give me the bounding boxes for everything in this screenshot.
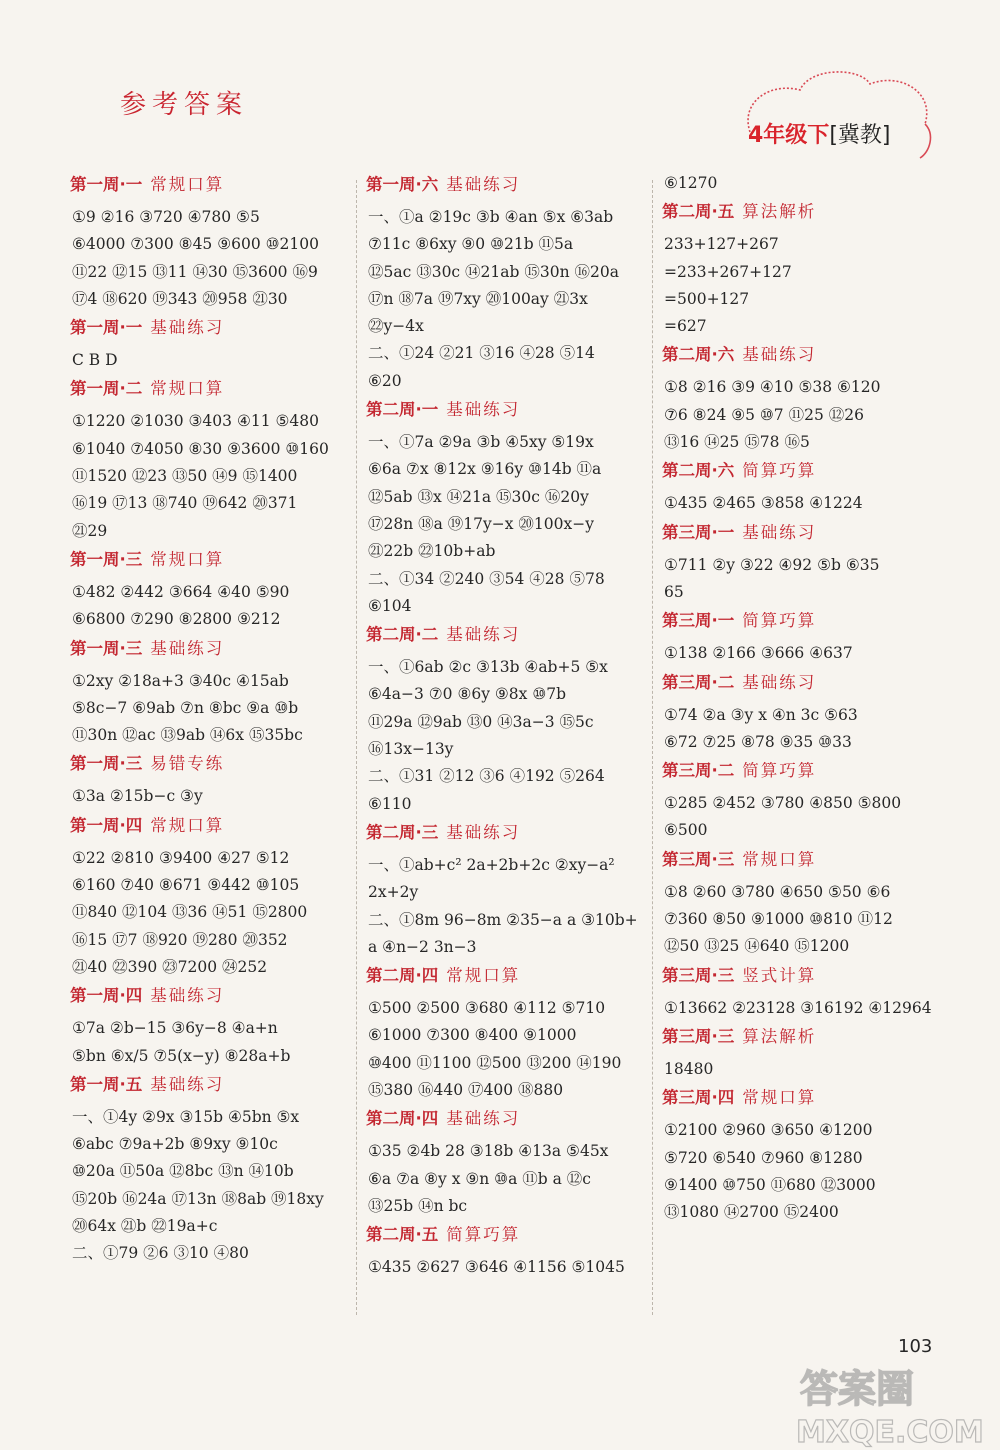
answer-line: ①8 ②16 ③9 ④10 ⑤38 ⑥120 [664,378,881,397]
answer-line: ⑥104 [368,596,412,615]
section-title-topic: 基础练习 [742,672,817,692]
page-title: 参考答案 [120,90,249,120]
section-title-week-day: 第三周·四 [662,1088,735,1108]
answer-line: ⑯13x−13y [368,740,454,759]
section-title [366,961,656,991]
answer-line: ①22 ②810 ③9400 ④27 ⑤12 [72,848,290,867]
answer-section [70,981,360,1070]
answer-line: ⑤bn ⑥x/5 ⑦5(x−y) ⑧28a+b [72,1046,291,1065]
answer-section [662,1022,952,1083]
answer-section [366,1104,656,1220]
answer-line: =627 [664,317,707,336]
section-title [662,1022,952,1052]
answer-line: ⑪840 ⑫104 ⑬36 ⑭51 ⑮2800 [72,903,308,922]
section-title-week-day: 第二周·二 [366,625,439,645]
answer-column-2 [366,170,656,1282]
answer-line: ⑮20b ⑯24a ⑰13n ⑱8ab ⑲18xy [72,1189,324,1208]
section-title [70,170,360,200]
section-title [70,811,360,841]
answer-line: ⑥4000 ⑦300 ⑧45 ⑨600 ⑩2100 [72,235,319,254]
answer-line: ⑥1270 [664,174,718,192]
section-title-week-day: 第一周·一 [70,175,143,194]
answer-section [662,845,952,961]
grade-label: 4年级下 [748,123,830,148]
watermark-text-bottom: MXQE.COM [796,1415,984,1450]
answer-line: 二、①8m 96−8m ②35−a a ③10b+ [368,910,638,929]
answer-line: ⑥110 [368,794,412,813]
answer-line: ⑬16 ⑭25 ⑮78 ⑯5 [664,433,810,452]
answer-line: ⑥20 [368,371,402,390]
answer-line: ①35 ②4b 28 ③18b ④13a ⑤45x [368,1142,609,1161]
answer-line: ①711 ②y ③22 ④92 ⑤b ⑥35 [664,555,880,574]
answer-line: ㉑22b ㉒10b+ab [368,542,496,561]
section-title-week-day: 第二周·五 [662,202,735,222]
section-title-topic: 基础练习 [150,986,225,1006]
answer-section [662,518,952,607]
answer-section [70,374,360,544]
answer-line: ⑰n ⑱7a ⑲7xy ⑳100ay ㉑3x [368,289,588,308]
answer-line: ①9 ②16 ③720 ④780 ⑤5 [72,208,260,226]
answer-line: ⑨1400 ⑩750 ⑪680 ⑫3000 [664,1175,876,1194]
section-title-week-day: 第二周·五 [366,1225,439,1245]
section-title-week-day: 第一周·四 [70,986,143,1006]
section-title [662,197,952,227]
answer-line: 一、①7a ②9a ③b ④5xy ⑤19x [368,433,594,452]
section-title-week-day: 第二周·四 [366,966,439,986]
answer-line: ①13662 ②23128 ③16192 ④12964 [664,998,932,1017]
answer-line: 二、①31 ②12 ③6 ④192 ⑤264 [368,767,605,786]
section-title-topic: 简算巧算 [742,611,817,631]
section-title-topic: 常规口算 [150,379,225,399]
section-title-week-day: 第一周·三 [70,754,143,774]
answer-line: 二、①34 ②240 ③54 ④28 ⑤78 [368,569,605,588]
answer-line: ⑥abc ⑦9a+2b ⑧9xy ⑨10c [72,1135,278,1154]
section-title-week-day: 第三周·三 [662,1026,735,1046]
answer-section [662,606,952,667]
answer-line: ⑰28n ⑱a ⑲17y−x ⑳100x−y [368,514,595,533]
answer-line: ①500 ②500 ③680 ④112 ⑤710 [368,999,606,1018]
answer-line: ①3a ②15b−c ③y [72,787,203,806]
answer-section [70,170,360,313]
section-title-week-day: 第二周·六 [662,345,735,365]
answer-line: ⑫5ab ⑬x ⑭21a ⑮30c ⑯20y [368,487,589,506]
watermark-logo [790,1358,1000,1450]
section-title-week-day: 第三周·三 [662,965,735,985]
answer-line: 一、①6ab ②c ③13b ④ab+5 ⑤x [368,658,608,677]
section-title [70,545,360,575]
answer-line: 18480 [664,1059,714,1078]
section-title [662,606,952,636]
answer-line: ①1220 ②1030 ③403 ④11 ⑤480 [72,412,319,431]
answer-section [366,818,656,961]
answer-line: ⑥500 [664,821,708,840]
answer-line: 2x+2y [368,883,419,902]
answer-line: 二、①24 ②21 ③16 ④28 ⑤14 [368,344,595,363]
section-title [662,1083,952,1113]
answer-line: ①435 ②465 ③858 ④1224 [664,494,863,513]
section-title [366,620,656,650]
answer-line: ⑦6 ⑧24 ⑨5 ⑩7 ⑪25 ⑫26 [664,405,864,424]
section-title [662,961,952,991]
answer-line: ⑯15 ⑰7 ⑱920 ⑲280 ⑳352 [72,930,288,949]
answer-section [662,340,952,456]
answer-line: ⑫50 ⑬25 ⑭640 ⑮1200 [664,937,850,956]
section-title-topic: 简算巧算 [742,461,817,481]
section-title-week-day: 第二周·四 [366,1109,439,1129]
answer-line: ①2xy ②18a+3 ③40c ④15ab [72,671,289,690]
answer-section [662,197,952,340]
section-title-week-day: 第三周·二 [662,761,735,781]
answer-line: ⑪1520 ⑫23 ⑬50 ⑭9 ⑮1400 [72,467,298,486]
answer-section [662,961,952,1022]
section-title-week-day: 第三周·三 [662,849,735,869]
section-title-week-day: 第三周·一 [662,522,735,542]
answer-section [70,811,360,981]
answer-line: ⑫5ac ⑬30c ⑭21ab ⑮30n ⑯20a [368,262,619,281]
section-title-topic: 常规口算 [742,1088,817,1108]
answer-section [366,620,656,818]
section-title [70,981,360,1011]
section-title-topic: 常规口算 [446,966,521,986]
section-title-week-day: 第二周·三 [366,822,439,842]
section-title [366,170,656,200]
section-title [70,374,360,404]
answer-line: 一、①ab+c² 2a+2b+2c ②xy−a² [368,855,615,874]
answer-line: ⑥1000 ⑦300 ⑧400 ⑨1000 [368,1026,577,1045]
section-title-topic: 易错专练 [150,754,225,774]
section-title-week-day: 第一周·二 [70,379,143,399]
answer-line: ⑬25b ⑭n bc [368,1196,468,1215]
answer-line: =233+267+127 [664,262,792,281]
page-number: 103 [898,1336,933,1357]
section-title [70,313,360,343]
section-title-topic: 竖式计算 [742,965,817,985]
answer-line: ⑦360 ⑧50 ⑨1000 ⑩810 ⑪12 [664,910,893,929]
section-title-week-day: 第三周·一 [662,611,735,631]
answer-line: ①7a ②b−15 ③6y−8 ④a+n [72,1019,278,1038]
answer-line: ⑥6a ⑦x ⑧12x ⑨16y ⑩14b ⑪a [368,460,602,479]
section-title-topic: 常规口算 [150,175,225,194]
section-title-week-day: 第一周·五 [70,1074,143,1094]
answer-line: ⑬1080 ⑭2700 ⑮2400 [664,1203,839,1222]
section-title [662,518,952,548]
section-title-week-day: 第一周·四 [70,815,143,835]
section-title [366,1220,656,1250]
answer-line: ⑥a ⑦a ⑧y x ⑨n ⑩a ⑪b a ⑫c [368,1169,591,1188]
answer-section [662,1083,952,1226]
answer-line: ①482 ②442 ③664 ④40 ⑤90 [72,582,290,601]
section-title-topic: 常规口算 [742,849,817,869]
answer-line: a ④n−2 3n−3 [368,937,477,956]
answer-line: ㉑40 ㉒390 ㉓7200 ㉔252 [72,957,268,976]
section-title [662,340,952,370]
answer-line: ⑤8c−7 ⑥9ab ⑦n ⑧bc ⑨a ⑩b [72,698,299,717]
section-title-week-day: 第一周·六 [366,175,439,194]
section-title [366,818,656,848]
section-title-week-day: 第二周·六 [662,461,735,481]
answer-line: ⑩20a ⑪50a ⑫8bc ⑬n ⑭10b [72,1162,294,1181]
section-title-topic: 基础练习 [446,625,521,645]
answer-line: ⑥4a−3 ⑦0 ⑧6y ⑨8x ⑩7b [368,685,567,704]
section-title [662,456,952,486]
answer-line: ⑩400 ⑪1100 ⑫500 ⑬200 ⑭190 [368,1053,622,1072]
section-title-topic: 算法解析 [742,1026,817,1046]
section-title [70,749,360,779]
section-title-topic: 基础练习 [150,638,225,658]
section-title-week-day: 第一周·三 [70,638,143,658]
answer-line: ⑪30n ⑫ac ⑬9ab ⑭6x ⑮35bc [72,726,303,745]
answer-line: ⑰4 ⑱620 ⑲343 ⑳958 ㉑30 [72,289,288,308]
answer-line: ㉒y−4x [368,317,424,336]
answer-line: ⑥72 ⑦25 ⑧78 ⑨35 ⑩33 [664,732,852,751]
answer-line: ⑥6800 ⑦290 ⑧2800 ⑨212 [72,610,281,629]
answer-section [662,170,952,197]
answer-line: ⑪29a ⑫9ab ⑬0 ⑭3a−3 ⑮5c [368,712,594,731]
answer-line: ⑤720 ⑥540 ⑦960 ⑧1280 [664,1148,863,1167]
section-title-topic: 基础练习 [446,400,521,420]
answer-line: 一、①a ②19c ③b ④an ⑤x ⑥3ab [368,208,614,226]
answer-section [662,668,952,757]
answer-line: 一、①4y ②9x ③15b ④5bn ⑤x [72,1107,300,1126]
answer-section [366,170,656,395]
answer-line: ①74 ②a ③y x ④n 3c ⑤63 [664,705,858,724]
answer-line: 65 [664,582,684,601]
section-title-topic: 算法解析 [742,202,817,222]
answer-line: ⑥1040 ⑦4050 ⑧30 ⑨3600 ⑩160 [72,439,329,458]
answer-line: ①435 ②627 ③646 ④1156 ⑤1045 [368,1258,625,1277]
answer-section [662,756,952,845]
answer-line: ㉑29 [72,521,108,540]
section-title-week-day: 第二周·一 [366,400,439,420]
section-title [70,634,360,664]
answer-section [70,1070,360,1268]
answer-line: =500+127 [664,289,750,308]
answer-section [366,961,656,1104]
answer-line: ⑦11c ⑧6xy ⑨0 ⑩21b ⑪5a [368,235,574,254]
answer-line: ⑥160 ⑦40 ⑧671 ⑨442 ⑩105 [72,876,300,895]
answer-line: ⑪22 ⑫15 ⑬11 ⑭30 ⑮3600 ⑯9 [72,262,318,281]
section-title-topic: 简算巧算 [742,761,817,781]
answer-section [366,395,656,620]
answer-line: ⑯19 ⑰13 ⑱740 ⑲642 ⑳371 [72,494,298,513]
answer-section [662,456,952,517]
answer-line: ①2100 ②960 ③650 ④1200 [664,1121,873,1140]
section-title-topic: 基础练习 [446,822,521,842]
answer-line: ⑮380 ⑯440 ⑰400 ⑱880 [368,1081,564,1100]
section-title-topic: 基础练习 [446,1109,521,1129]
section-title-topic: 基础练习 [446,175,521,194]
answer-line: ①8 ②60 ③780 ④650 ⑤50 ⑥6 [664,882,891,901]
section-title-topic: 常规口算 [150,815,225,835]
answer-line: 二、①79 ②6 ③10 ④80 [72,1244,249,1263]
section-title-week-day: 第一周·三 [70,549,143,569]
answer-line: ⑳64x ㉑b ㉒19a+c [72,1217,218,1236]
answer-section [366,1220,656,1281]
answer-line: C B D [72,351,118,370]
answer-line: ①285 ②452 ③780 ④850 ⑤800 [664,794,902,813]
grade-tag [748,118,890,149]
answer-line: 233+127+267 [664,235,779,254]
section-title-week-day: 第三周·二 [662,672,735,692]
section-title-week-day: 第一周·一 [70,318,143,338]
answer-section [70,313,360,374]
answer-section [70,634,360,750]
answer-column-1 [70,170,360,1268]
answer-section [70,545,360,634]
section-title [366,1104,656,1134]
section-title-topic: 基础练习 [742,522,817,542]
answer-section [70,749,360,810]
section-title [366,395,656,425]
section-title-topic: 基础练习 [150,318,225,338]
section-title [662,845,952,875]
edition-label: [冀教] [829,123,891,148]
watermark-text-top: 答案圈 [800,1367,915,1411]
section-title-topic: 基础练习 [150,1074,225,1094]
section-title [662,756,952,786]
section-title [662,668,952,698]
answer-line: ①138 ②166 ③666 ④637 [664,644,853,663]
section-title-topic: 简算巧算 [446,1225,521,1245]
section-title-topic: 基础练习 [742,345,817,365]
section-title [70,1070,360,1100]
answer-column-3 [662,170,952,1226]
section-title-topic: 常规口算 [150,549,225,569]
